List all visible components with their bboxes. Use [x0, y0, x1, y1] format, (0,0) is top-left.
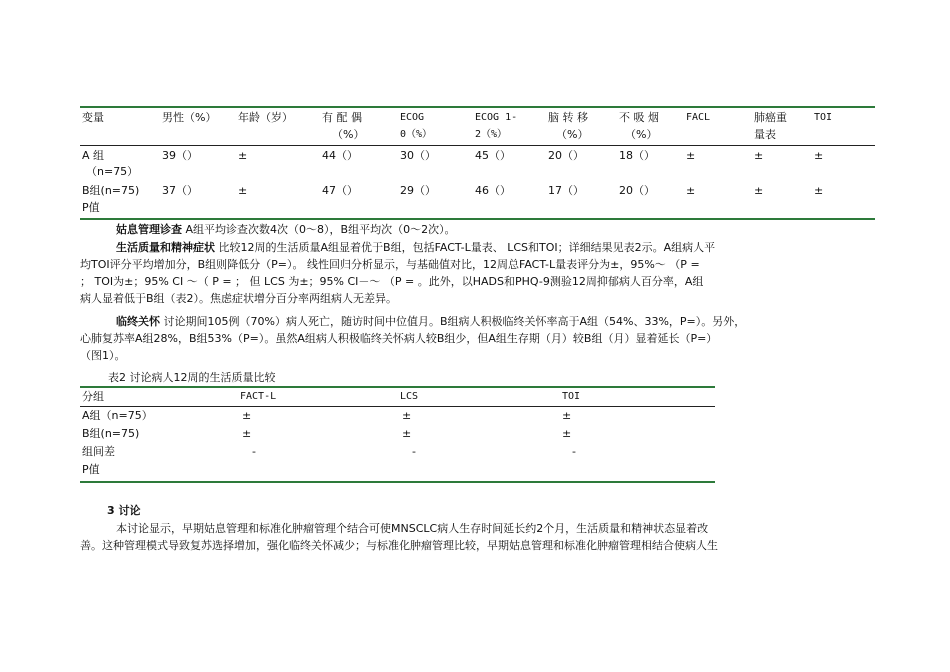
table-cell: 20（）	[619, 184, 655, 197]
t2-header-toi: TOI	[562, 391, 581, 402]
table-cell: ±	[238, 184, 248, 197]
s3-line1: 本讨论显示，早期姑息管理和标准化肿瘤管理个结合可使MNSCLC病人生存时间延长约2个月，生活质量和精神状态显着改	[116, 522, 709, 535]
table-cell: ±	[562, 409, 572, 422]
t1-header-var: 变量	[82, 111, 104, 124]
p2-heading: 生活质量和精神症状	[116, 241, 215, 254]
table-cell: 45（）	[475, 149, 511, 162]
t1-header-ecog12-unit: 2（%）	[475, 129, 508, 140]
table-cell: 29（）	[400, 184, 436, 197]
table2-header-rule	[80, 406, 715, 407]
table2-bottom-rule	[80, 481, 715, 483]
p2-line3: ； TOI为±；95% CI ～（ P = ； 但 LCS 为±；95% CI－～ （P = 。此外，以HADS和PHQ-9测验12周抑郁病人百分率，A组	[80, 275, 704, 288]
t1-header-nonsmoker-unit: （%）	[625, 128, 658, 141]
p2-line1: 比较12周的生活质量A组显着优于B组，包括FACT-L量表、 LCS和TOI；详细结果见表2示。A组病人平	[218, 241, 716, 254]
table-cell: ±	[402, 409, 412, 422]
t1-header-age: 年龄（岁）	[238, 111, 293, 124]
table2-top-rule	[80, 386, 715, 388]
t1-header-lung: 肺癌重	[754, 111, 787, 124]
table-cell: ±	[242, 427, 252, 440]
t1-header-ecog0-unit: 0（%）	[400, 129, 433, 140]
t1-header-brain: 脑 转 移	[548, 111, 588, 124]
table-cell: ±	[242, 409, 252, 422]
t1-header-spouse: 有 配 偶	[322, 111, 362, 124]
table-cell: 30（）	[400, 149, 436, 162]
table-cell: 44（）	[322, 149, 358, 162]
table-cell: ±	[754, 149, 764, 162]
p1-heading: 姑息管理诊查	[116, 223, 182, 236]
table-cell: 20（）	[548, 149, 584, 162]
table-cell: 39（）	[162, 149, 198, 162]
table-cell: -	[412, 445, 416, 458]
table-cell: ±	[562, 427, 572, 440]
p3-line1: 讨论期间105例（70%）病人死亡，随访时间中位值月。B组病人积极临终关怀率高于A组（54%、33%，P=）。另外，	[163, 315, 746, 328]
t2-header-group: 分组	[82, 390, 104, 403]
table1-bottom-rule	[80, 218, 875, 220]
table-cell: ±	[238, 149, 248, 162]
t2-row-p-label: P值	[82, 463, 100, 476]
p3-line3: （图1）。	[80, 349, 126, 362]
t1-header-nonsmoker: 不 吸 烟	[619, 111, 659, 124]
t1-row-p-label: P值	[82, 201, 100, 214]
t2-row-a-label: A组（n=75）	[82, 409, 153, 422]
t1-row-b-label: B组(n=75)	[82, 184, 140, 197]
t1-header-ecog0: ECOG	[400, 112, 425, 123]
t2-header-lcs: LCS	[400, 391, 419, 402]
table-cell: 18（）	[619, 149, 655, 162]
t1-header-ecog12: ECOG 1-	[475, 112, 518, 123]
table1-top-rule	[80, 106, 875, 108]
table-cell: ±	[754, 184, 764, 197]
section-title: 3 讨论	[107, 504, 141, 517]
t1-row-a-sub: （n=75）	[86, 165, 139, 178]
paragraph-quality-of-life	[80, 239, 875, 307]
t1-header-facl: FACL	[686, 112, 711, 123]
t1-header-lung-scale: 量表	[754, 128, 776, 141]
table-cell: 37（）	[162, 184, 198, 197]
t1-row-a-label: A 组	[82, 149, 105, 162]
paragraph-palliative-visits	[80, 221, 875, 238]
table-cell: 46（）	[475, 184, 511, 197]
table-cell: -	[572, 445, 576, 458]
t2-row-b-label: B组(n=75)	[82, 427, 140, 440]
t1-header-spouse-unit: （%）	[332, 128, 365, 141]
p3-line2: 心肺复苏率A组28%，B组53%（P=）。虽然A组病人积极临终关怀病人较B组少，但A组生存期（月）较B组（月）显着延长（P=）	[80, 332, 718, 345]
t2-row-diff-label: 组间差	[82, 445, 115, 458]
p3-heading: 临终关怀	[116, 315, 160, 328]
table1-header-rule	[80, 145, 875, 146]
paragraph-discussion	[80, 520, 875, 554]
p2-line4: 病人显着低于B组（表2）。焦虑症状增分百分率两组病人无差异。	[80, 292, 398, 305]
p2-line2: 均TOI评分平均增加分，B组则降低分（P=）。 线性回归分析显示，与基础值对比，12周总FACT-L量表评分为±，95%～ （P =	[80, 258, 700, 271]
table-cell: 17（）	[548, 184, 584, 197]
table-cell: 47（）	[322, 184, 358, 197]
t1-header-male: 男性（%）	[162, 111, 217, 124]
table-cell: ±	[814, 184, 824, 197]
s3-line2: 善。这种管理模式导致复苏选择增加，强化临终关怀减少；与标准化肿瘤管理比较，早期姑息管理和标准化肿瘤管理相结合使病人生	[80, 539, 718, 552]
paragraph-end-of-life-care	[80, 313, 875, 364]
table-cell: ±	[686, 149, 696, 162]
p1-text: A组平均诊查次数4次（0～8），B组平均次（0～2次）。	[185, 223, 456, 236]
t1-header-brain-unit: （%）	[556, 128, 589, 141]
table-cell: ±	[814, 149, 824, 162]
table-cell: -	[252, 445, 256, 458]
table2-caption: 表2 讨论病人12周的生活质量比较	[108, 371, 276, 384]
table-cell: ±	[402, 427, 412, 440]
t2-header-factl: FACT-L	[240, 391, 277, 402]
t1-header-toi: TOI	[814, 112, 833, 123]
table-cell: ±	[686, 184, 696, 197]
